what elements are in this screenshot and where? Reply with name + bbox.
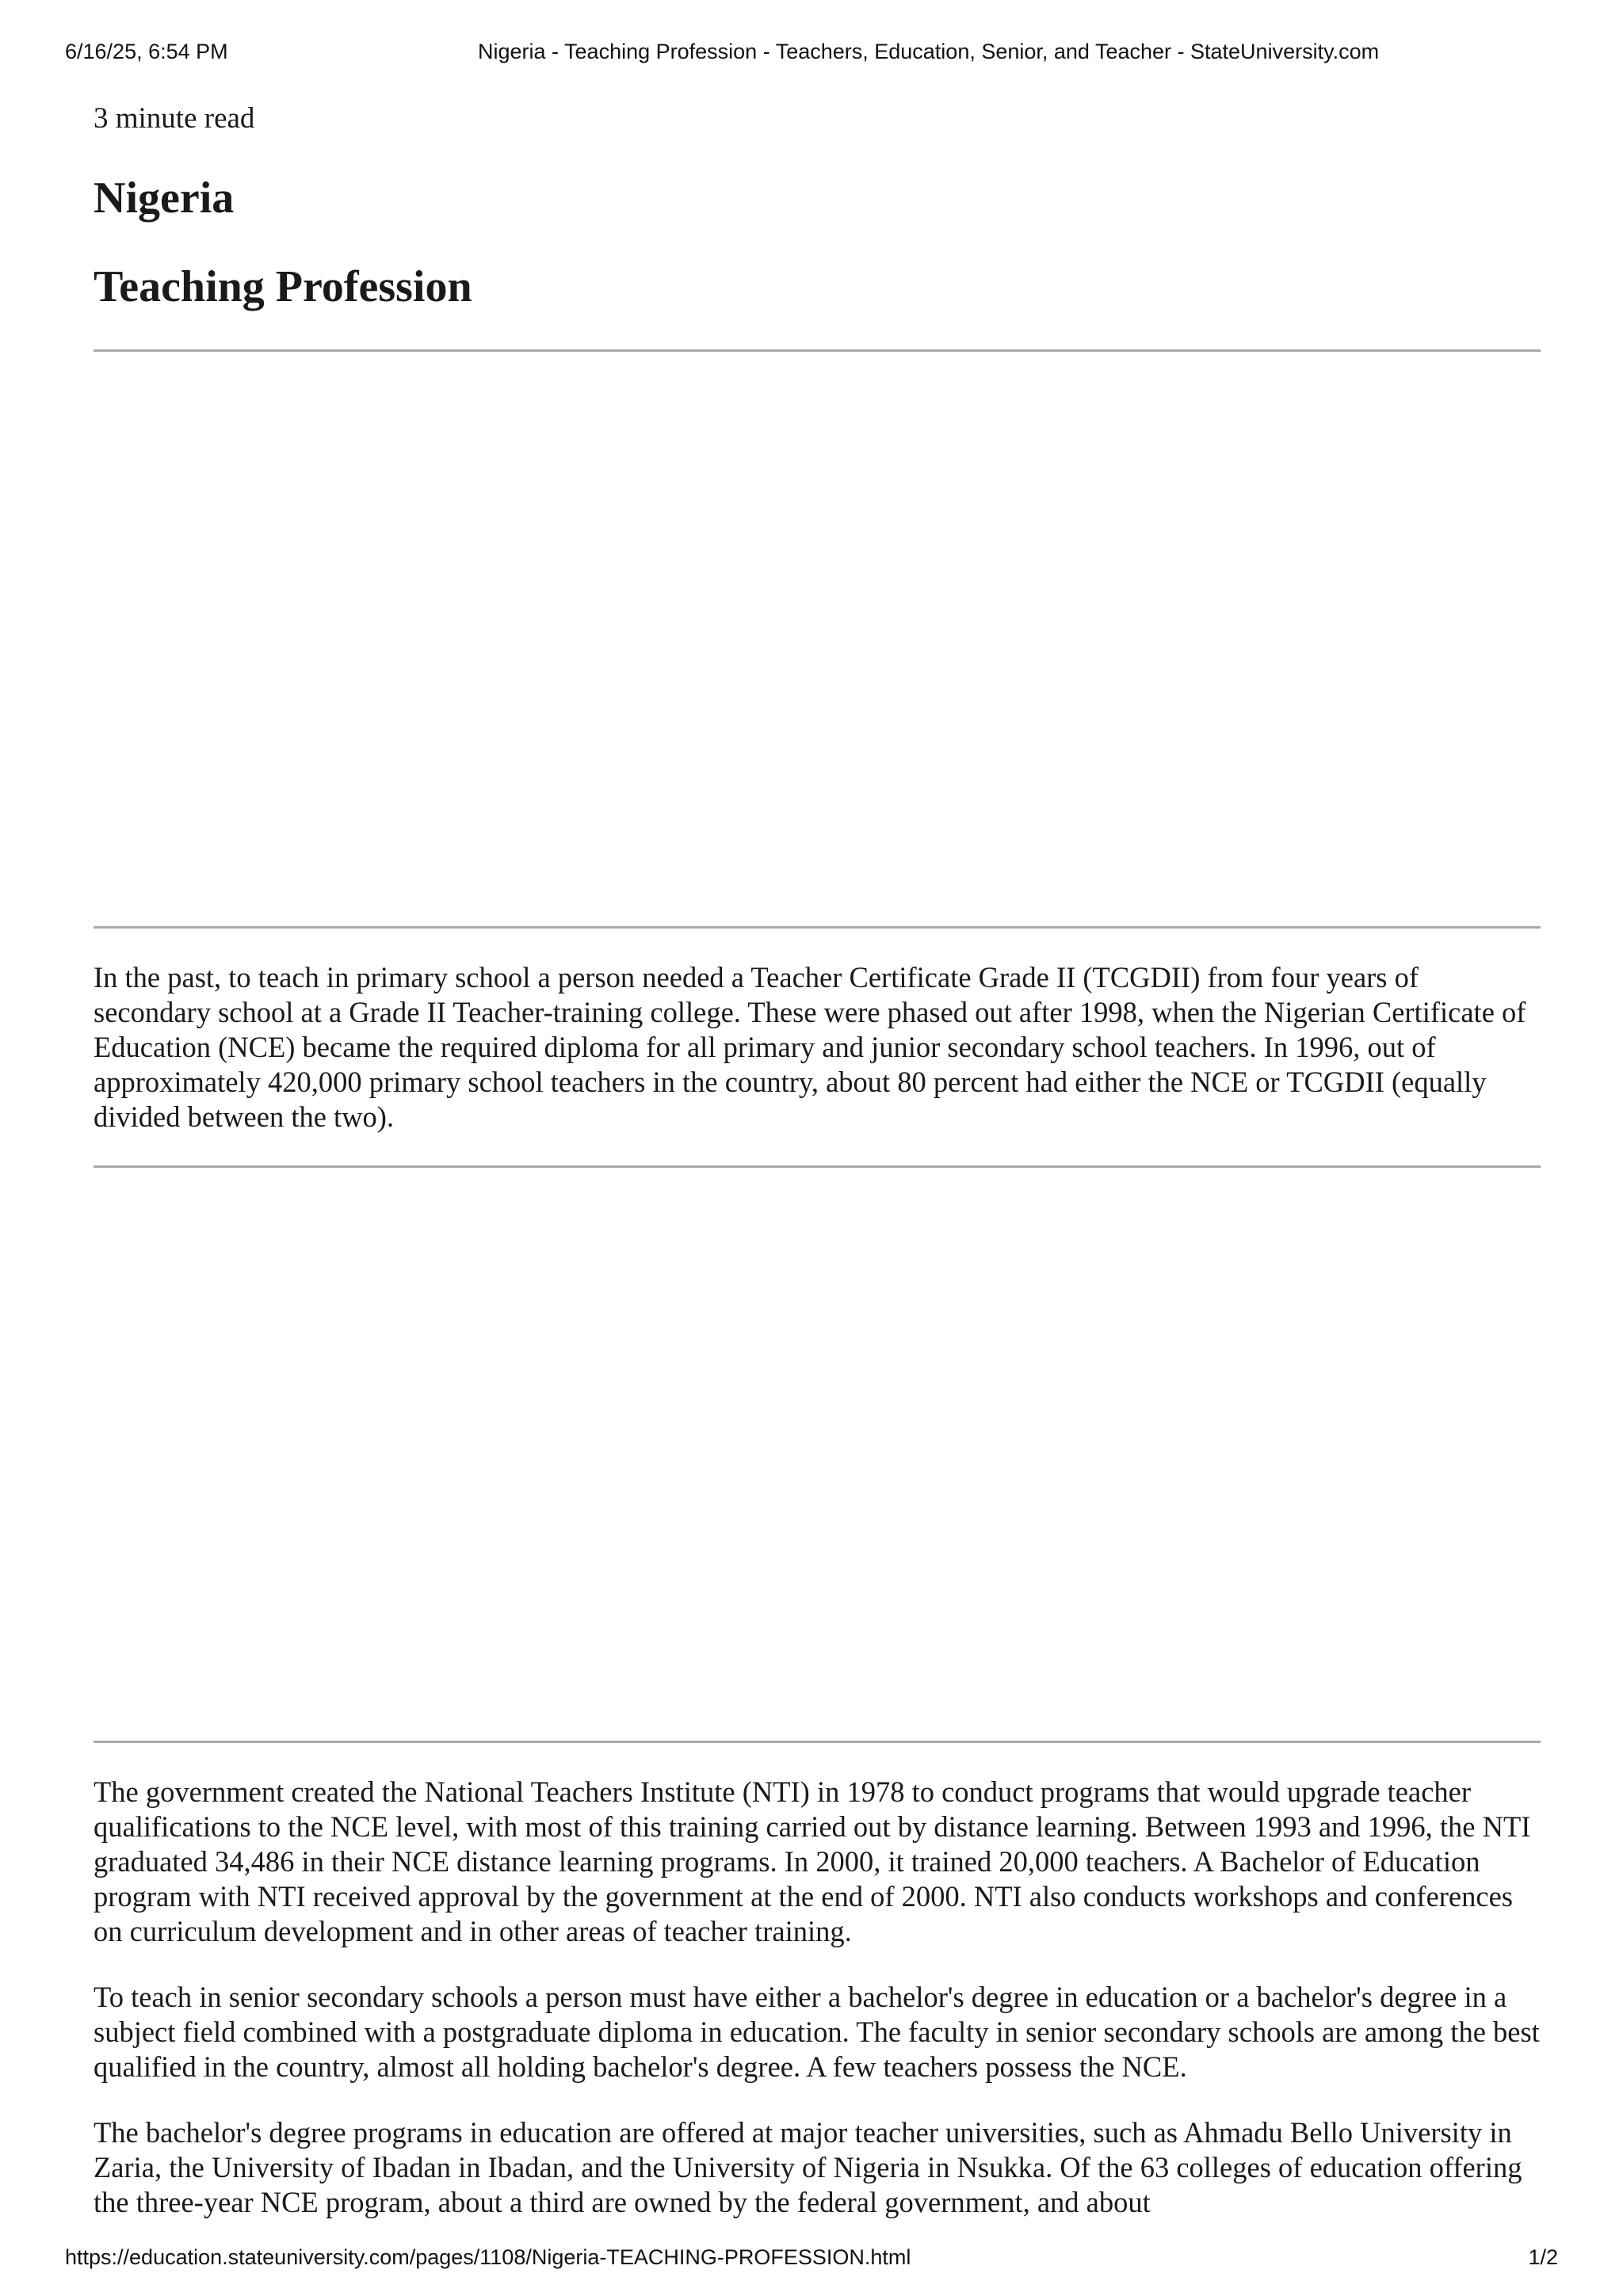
read-time: 3 minute read	[94, 102, 255, 135]
topic-heading: Teaching Profession	[94, 261, 472, 311]
print-header	[0, 40, 1623, 71]
paragraph-1: In the past, to teach in primary school a person needed a Teacher Certificate Grade II (TCGDII) from four years of secondary school at a Grade II Teacher-training college. These were phased out after 1998, when the Nigerian Certificate of Education (NCE) became the required diploma for all primary and junior secondary school teachers. In 1996, out of approximately 420,000 primary school teachers in the country, about 80 percent had either the NCE or TCGDII (equally divided between the two).	[94, 960, 1526, 1133]
print-datetime: 6/16/25, 6:54 PM	[65, 40, 228, 63]
print-footer	[0, 2245, 1623, 2277]
divider	[94, 926, 1541, 929]
print-page-title: Nigeria - Teaching Profession - Teachers, Education, Senior, and Teacher - StateUniversity.com	[478, 40, 1380, 63]
page-number: 1/2	[1528, 2245, 1558, 2269]
divider	[94, 1741, 1541, 1743]
paragraph-3: To teach in senior secondary schools a person must have either a bachelor's degree in education or a bachelor's degree in a subject field combined with a postgraduate diploma in education. The faculty in senior secondary schools are among the best qualified in the country, almost all holding bachelor's degree. A few teachers possess the NCE.	[94, 1980, 1540, 2083]
country-heading: Nigeria	[94, 174, 235, 223]
paragraph-2: The government created the National Teachers Institute (NTI) in 1978 to conduct programs that would upgrade teacher qualifications to the NCE level, with most of this training carried out by distance learning. Between 1993 and 1996, the NTI graduated 34,486 in their NCE distance learning programs. In 2000, it trained 20,000 teachers. A Bachelor of Education program with NTI received approval by the government at the end of 2000. NTI also conducts workshops and conferences on curriculum development and in other areas of teacher training.	[94, 1775, 1531, 1947]
article	[94, 101, 1541, 2220]
paragraph-4: The bachelor's degree programs in education are offered at major teacher universities, such as Ahmadu Bello University in Zaria, the University of Ibadan in Ibadan, and the University of Nigeria in Nsukka. Of the 63 colleges of education offering the three-year NCE program, about a third are owned by the federal government, and about	[94, 2115, 1522, 2218]
ad-placeholder	[94, 1168, 1541, 1741]
print-url: https://education.stateuniversity.com/pages/1108/Nigeria-TEACHING-PROFESSION.html	[65, 2245, 911, 2269]
ad-placeholder	[94, 352, 1541, 926]
